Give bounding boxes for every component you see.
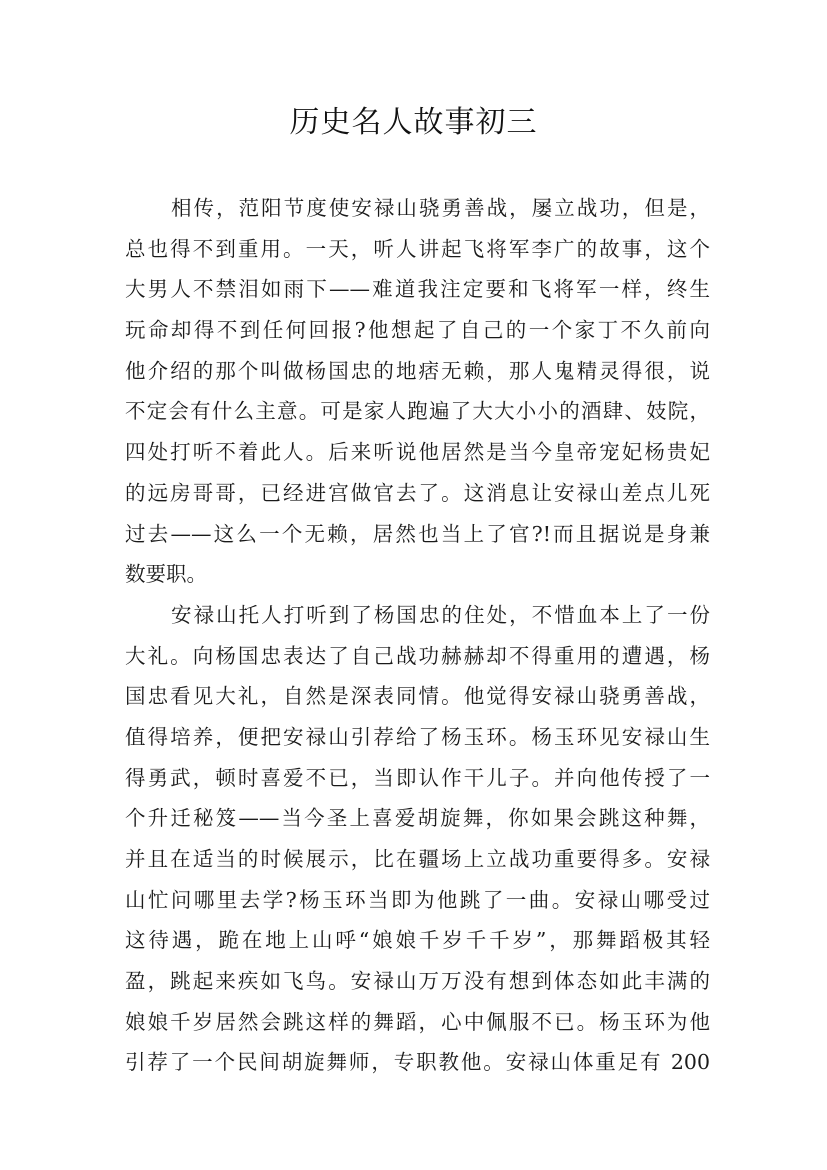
document-body [125, 188, 710, 1083]
text-line: 得勇武，顿时喜爱不已，当即认作干儿子。并向他传授了一 [125, 765, 710, 790]
text-line: 不定会有什么主意。可是家人跑遍了大大小小的酒肆、妓院， [125, 399, 710, 424]
text-line: 玩命却得不到任何回报?他想起了自己的一个家丁不久前向 [125, 318, 710, 343]
text-line: 相传，范阳节度使安禄山骁勇善战，屡立战功，但是， [171, 196, 710, 220]
text-line: 国忠看见大礼，自然是深表同情。他觉得安禄山骁勇善战， [125, 684, 710, 709]
text-line: 大礼。向杨国忠表达了自己战功赫赫却不得重用的遭遇，杨 [125, 643, 710, 668]
text-line: 娘娘千岁居然会跳这样的舞蹈，心中佩服不已。杨玉环为他 [125, 1009, 710, 1034]
text-line: 并且在适当的时候展示，比在疆场上立战功重要得多。安禄 [125, 847, 710, 871]
text-line: 过去——这么一个无赖，居然也当上了官?!而且据说是身兼 [125, 521, 710, 546]
text-line: 这待遇，跪在地上山呼“娘娘千岁千千岁”，那舞蹈极其轻 [125, 928, 710, 953]
text-line: 安禄山托人打听到了杨国忠的住处，不惜血本上了一份 [171, 602, 710, 627]
text-line: 四处打听不着此人。后来听说他居然是当今皇帝宠妃杨贵妃 [125, 440, 710, 465]
text-line: 值得培养，便把安禄山引荐给了杨玉环。杨玉环见安禄山生 [125, 724, 710, 749]
text-line: 的远房哥哥，已经进宫做官去了。这消息让安禄山差点儿死 [125, 480, 710, 505]
text-line: 盈，跳起来疾如飞鸟。安禄山万万没有想到体态如此丰满的 [125, 969, 710, 994]
text-line: 大男人不禁泪如雨下——难道我注定要和飞将军一样，终生 [125, 277, 710, 302]
text-line: 引荐了一个民间胡旋舞师，专职教他。安禄山体重足有 200 [125, 1050, 710, 1075]
text-line: 总也得不到重用。一天，听人讲起飞将军李广的故事，这个 [125, 236, 710, 261]
document-title: 历史名人故事初三 [289, 105, 538, 140]
paragraph-1 [125, 188, 710, 595]
text-line: 他介绍的那个叫做杨国忠的地痞无赖，那人鬼精灵得很，说 [125, 358, 710, 383]
text-line: 数要职。 [125, 562, 207, 587]
paragraph-2 [125, 595, 710, 1083]
text-line: 个升迁秘笈——当今圣上喜爱胡旋舞，你如果会跳这种舞， [125, 806, 710, 831]
text-line: 山忙问哪里去学?杨玉环当即为他跳了一曲。安禄山哪受过 [125, 887, 710, 912]
